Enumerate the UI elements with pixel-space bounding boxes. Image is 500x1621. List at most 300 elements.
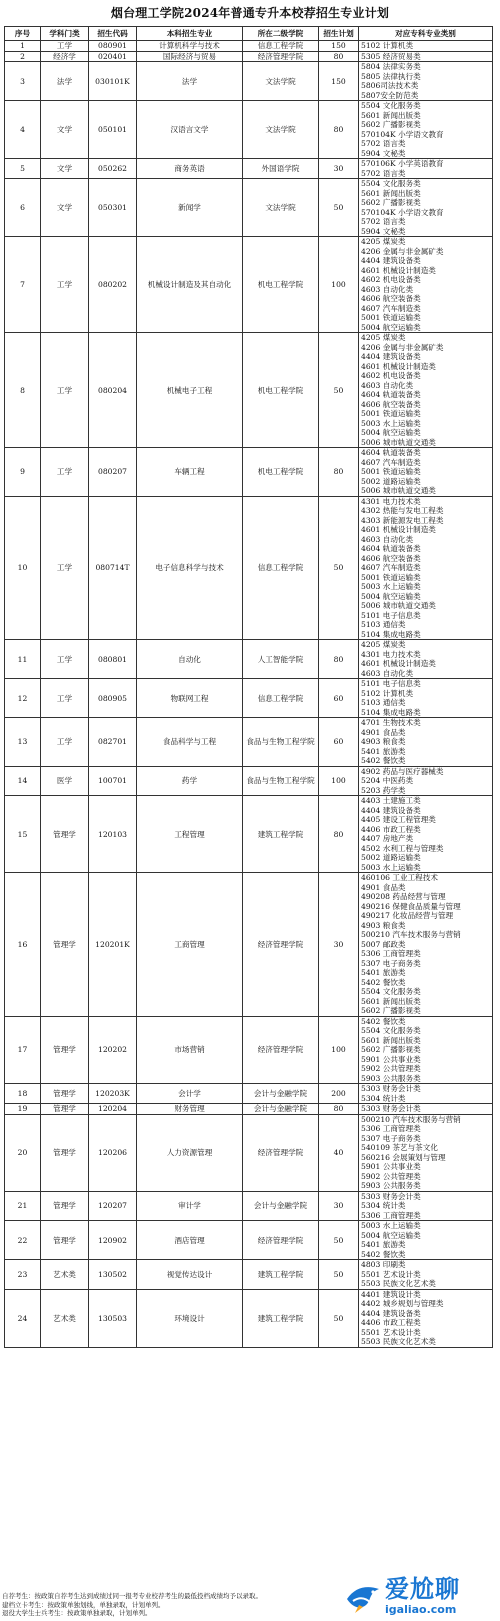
table-row: [5, 333, 493, 448]
category-item: 4604 轨道装备类: [361, 390, 421, 399]
college-cell: 机电工程学院: [243, 237, 319, 333]
discipline-cell: 工学: [41, 448, 89, 497]
category-item: 5305 经济贸易类: [361, 51, 421, 61]
category-item: 5001 铁道运输类: [361, 467, 421, 476]
category-item: 4902 药品与医疗器械类: [361, 766, 444, 776]
row-number: 8: [5, 333, 41, 448]
college-cell: 建筑工程学院: [243, 796, 319, 873]
category-item: 4607 汽车制造类: [361, 457, 421, 467]
category-item: 4603 自动化类: [361, 380, 414, 390]
category-item: 5306 工商管理类: [361, 1124, 421, 1133]
column-header: 对应专科专业类别: [359, 27, 493, 41]
college-cell: 会计与金融学院: [243, 1084, 319, 1104]
category-item: 5001 铁道运输类: [361, 572, 421, 582]
category-item: 5602 广播影视类: [361, 1045, 421, 1054]
category-item: 4606 航空装备类: [361, 294, 421, 303]
category-item: 4406 市政工程类: [361, 824, 421, 834]
table-row: [5, 237, 493, 333]
major-cell: 汉语言文学: [137, 101, 243, 159]
category-item: 5003 水上运输类: [361, 862, 421, 872]
category-item: 5004 航空运输类: [361, 428, 421, 437]
table-row: [5, 873, 493, 1017]
category-item: 540109 茶艺与茶文化: [361, 1143, 438, 1152]
major-cell: 车辆工程: [137, 448, 243, 497]
table-row: [5, 640, 493, 679]
category-item: 5203 药学类: [361, 785, 406, 795]
plan-cell: 200: [319, 1084, 359, 1104]
category-item: 5902 公共管理类: [361, 1064, 421, 1073]
category-cell: [359, 159, 493, 179]
category-item: 4701 生物技术类: [361, 718, 421, 727]
row-number: 1: [5, 41, 41, 52]
row-number: 23: [5, 1260, 41, 1290]
major-cell: 电子信息科学与技术: [137, 496, 243, 640]
category-item: 4403 土建施工类: [361, 796, 421, 805]
table-row: [5, 679, 493, 718]
category-cell: [359, 179, 493, 237]
category-item: 4404 建筑设备类: [361, 256, 421, 265]
plan-cell: 100: [319, 1016, 359, 1084]
plan-cell: 30: [319, 159, 359, 179]
category-cell: [359, 1289, 493, 1347]
category-item: 5004 航空运输类: [361, 322, 421, 332]
category-item: 4603 自动化类: [361, 534, 414, 544]
discipline-cell: 工学: [41, 679, 89, 718]
code-cell: 120902: [89, 1221, 137, 1260]
category-item: 500210 汽车技术服务与营销: [361, 1114, 461, 1124]
plan-cell: 50: [319, 333, 359, 448]
category-item: 5303 财务会计类: [361, 1104, 421, 1113]
major-cell: 计算机科学与技术: [137, 41, 243, 52]
category-item: 5503 民族文化艺术类: [361, 1279, 436, 1288]
category-item: 4901 食品类: [361, 882, 406, 892]
category-item: 5003 水上运输类: [361, 1221, 421, 1230]
category-item: 5002 道路运输类: [361, 853, 421, 862]
category-item: 4205 煤炭类: [361, 333, 406, 342]
category-item: 560216 会展策划与管理: [361, 1152, 446, 1162]
major-cell: 审计学: [137, 1191, 243, 1221]
code-cell: 030101K: [89, 62, 137, 101]
code-cell: 130502: [89, 1260, 137, 1290]
category-item: 5306 工商管理类: [361, 1210, 421, 1220]
category-item: 5903 公共服务类: [361, 1181, 421, 1190]
category-item: 570104K 小学语文教育: [361, 207, 444, 217]
category-item: 5503 民族文化艺术类: [361, 1337, 436, 1346]
row-number: 18: [5, 1084, 41, 1104]
discipline-cell: 文学: [41, 179, 89, 237]
category-item: 4601 机械设计制造类: [361, 659, 436, 668]
category-item: 490208 药品经营与管理: [361, 892, 446, 901]
category-item: 4401 建筑设计类: [361, 1289, 421, 1299]
row-number: 6: [5, 179, 41, 237]
category-cell: [359, 1191, 493, 1221]
category-item: 5601 新闻出版类: [361, 110, 421, 120]
category-item: 5702 语言类: [361, 168, 406, 178]
category-item: 490217 化妆品经营与管理: [361, 911, 454, 920]
college-cell: 食品与生物工程学院: [243, 766, 319, 796]
category-cell: [359, 448, 493, 497]
category-cell: [359, 718, 493, 767]
category-item: 5904 文秘类: [361, 226, 406, 236]
category-item: 4901 食品类: [361, 727, 406, 737]
plan-cell: 30: [319, 1191, 359, 1221]
discipline-cell: 管理学: [41, 1191, 89, 1221]
column-header: 本科招生专业: [137, 27, 243, 41]
category-item: 5601 新闻出版类: [361, 1035, 421, 1045]
category-cell: [359, 496, 493, 640]
discipline-cell: 工学: [41, 333, 89, 448]
major-cell: 物联网工程: [137, 679, 243, 718]
table-body: [5, 41, 493, 1348]
category-item: 5402 餐饮类: [361, 756, 406, 765]
college-cell: 人工智能学院: [243, 640, 319, 679]
major-cell: 机械设计制造及其自动化: [137, 237, 243, 333]
category-cell: [359, 679, 493, 718]
code-cell: 080801: [89, 640, 137, 679]
discipline-cell: 管理学: [41, 1221, 89, 1260]
category-item: 570104K 小学语文教育: [361, 129, 444, 139]
column-header: 所在二级学院: [243, 27, 319, 41]
category-item: 460106 工业工程技术: [361, 873, 438, 882]
category-item: 5602 广播影视类: [361, 1006, 421, 1015]
table-row: [5, 101, 493, 159]
note-line: 建档立卡考生：按政策单独划线，单独录取，计划单列。: [2, 1600, 165, 1609]
row-number: 22: [5, 1221, 41, 1260]
row-number: 24: [5, 1289, 41, 1347]
category-item: 5702 语言类: [361, 217, 406, 226]
category-item: 5001 铁道运输类: [361, 409, 421, 418]
site-watermark: [345, 1575, 497, 1619]
college-cell: 经济管理学院: [243, 1016, 319, 1084]
discipline-cell: 工学: [41, 41, 89, 52]
major-cell: 机械电子工程: [137, 333, 243, 448]
table-header-row: [5, 27, 493, 41]
category-item: 5102 计算机类: [361, 41, 414, 50]
note-line: 自荐考生：按政策自荐考生达到成绩过同一报考专业校荐考生的最低投档成绩均予以录取。: [2, 1592, 262, 1600]
note-line: 退役大学生士兵考生：按政策单独录取，计划单列。: [2, 1609, 152, 1617]
code-cell: 050101: [89, 101, 137, 159]
discipline-cell: 管理学: [41, 1114, 89, 1191]
category-item: 5901 公共事业类: [361, 1054, 421, 1064]
plan-cell: 60: [319, 718, 359, 767]
category-item: 5805 法律执行类: [361, 71, 421, 81]
college-cell: 经济管理学院: [243, 1221, 319, 1260]
code-cell: 050301: [89, 179, 137, 237]
code-cell: 120201K: [89, 873, 137, 1017]
plan-cell: 80: [319, 640, 359, 679]
row-number: 3: [5, 62, 41, 101]
category-item: 5806司法技术类: [361, 81, 419, 90]
table-row: [5, 496, 493, 640]
category-cell: [359, 237, 493, 333]
category-item: 5401 旅游类: [361, 968, 406, 977]
table-row: [5, 796, 493, 873]
major-cell: 自动化: [137, 640, 243, 679]
row-number: 13: [5, 718, 41, 767]
code-cell: 080207: [89, 448, 137, 497]
row-number: 17: [5, 1016, 41, 1084]
table-row: [5, 1191, 493, 1221]
category-cell: [359, 333, 493, 448]
category-item: 5003 水上运输类: [361, 582, 421, 591]
category-item: 4601 机械设计制造类: [361, 525, 436, 534]
category-item: 4404 建筑设备类: [361, 805, 421, 815]
row-number: 9: [5, 448, 41, 497]
category-item: 5504 文化服务类: [361, 1026, 421, 1035]
table-row: [5, 1016, 493, 1084]
code-cell: 050262: [89, 159, 137, 179]
column-header: 序号: [5, 27, 41, 41]
category-item: 5204 中医药类: [361, 776, 414, 785]
discipline-cell: 管理学: [41, 796, 89, 873]
category-item: 5402 餐饮类: [361, 977, 406, 987]
category-item: 4502 水利工程与管理类: [361, 843, 444, 853]
table-row: [5, 41, 493, 52]
category-cell: [359, 1260, 493, 1290]
category-item: 4604 轨道装备类: [361, 448, 421, 457]
college-cell: 经济管理学院: [243, 51, 319, 62]
category-item: 500210 汽车技术服务与营销: [361, 930, 461, 939]
college-cell: 食品与生物工程学院: [243, 718, 319, 767]
category-cell: [359, 1084, 493, 1104]
category-item: 5501 艺术设计类: [361, 1327, 421, 1337]
discipline-cell: 管理学: [41, 1104, 89, 1115]
category-item: 5401 旅游类: [361, 1240, 406, 1249]
category-item: 4205 煤炭类: [361, 640, 406, 649]
category-item: 5702 语言类: [361, 139, 406, 148]
category-item: 5004 航空运输类: [361, 591, 421, 601]
category-item: 5103 通信类: [361, 620, 406, 629]
category-item: 4604 轨道装备类: [361, 544, 421, 553]
plan-cell: 150: [319, 41, 359, 52]
college-cell: 信息工程学院: [243, 679, 319, 718]
category-item: 4607 汽车制造类: [361, 303, 421, 313]
column-header: 学科门类: [41, 27, 89, 41]
major-cell: 工程管理: [137, 796, 243, 873]
category-item: 5504 文化服务类: [361, 179, 421, 188]
category-cell: [359, 1104, 493, 1115]
table-row: [5, 448, 493, 497]
category-item: 5601 新闻出版类: [361, 188, 421, 198]
major-cell: 国际经济与贸易: [137, 51, 243, 62]
category-item: 5101 电子信息类: [361, 610, 421, 620]
category-item: 5901 公共事业类: [361, 1162, 421, 1171]
row-number: 21: [5, 1191, 41, 1221]
college-cell: 建筑工程学院: [243, 1289, 319, 1347]
category-item: 5306 工商管理类: [361, 949, 421, 958]
major-cell: 视觉传达设计: [137, 1260, 243, 1290]
column-header: 招生代码: [89, 27, 137, 41]
discipline-cell: 艺术类: [41, 1289, 89, 1347]
plan-cell: 80: [319, 51, 359, 62]
table-row: [5, 718, 493, 767]
discipline-cell: 工学: [41, 237, 89, 333]
major-cell: 人力资源管理: [137, 1114, 243, 1191]
code-cell: 120204: [89, 1104, 137, 1115]
row-number: 11: [5, 640, 41, 679]
category-item: 4603 自动化类: [361, 284, 414, 294]
table-row: [5, 1221, 493, 1260]
category-cell: [359, 101, 493, 159]
code-cell: 120202: [89, 1016, 137, 1084]
major-cell: 酒店管理: [137, 1221, 243, 1260]
major-cell: 新闻学: [137, 179, 243, 237]
category-item: 5602 广播影视类: [361, 198, 421, 207]
category-item: 4601 机械设计制造类: [361, 265, 436, 275]
plan-cell: 50: [319, 1289, 359, 1347]
category-item: 4903 粮食类: [361, 737, 406, 746]
college-cell: 机电工程学院: [243, 333, 319, 448]
category-item: 5804 法律实务类: [361, 62, 421, 71]
category-item: 4301 电力技术类: [361, 496, 421, 506]
category-item: 5904 文秘类: [361, 148, 406, 158]
category-cell: [359, 1016, 493, 1084]
major-cell: 工商管理: [137, 873, 243, 1017]
column-header: 招生计划: [319, 27, 359, 41]
category-item: 4607 汽车制造类: [361, 563, 421, 572]
row-number: 20: [5, 1114, 41, 1191]
category-item: 4301 电力技术类: [361, 649, 421, 659]
category-item: 5307 电子商务类: [361, 1133, 421, 1143]
table-row: [5, 1289, 493, 1347]
college-cell: 会计与金融学院: [243, 1104, 319, 1115]
category-item: 4402 城乡规划与管理类: [361, 1299, 444, 1308]
category-item: 4206 金属与非金属矿类: [361, 342, 444, 352]
major-cell: 食品科学与工程: [137, 718, 243, 767]
category-item: 4602 机电设备类: [361, 275, 421, 284]
category-item: 5304 统计类: [361, 1093, 406, 1103]
major-cell: 环境设计: [137, 1289, 243, 1347]
discipline-cell: 管理学: [41, 873, 89, 1017]
category-item: 4603 自动化类: [361, 668, 414, 678]
category-item: 5402 餐饮类: [361, 1016, 406, 1026]
page-title: 烟台理工学院2024年普通专升本校荐招生专业计划: [110, 6, 390, 20]
code-cell: 080901: [89, 41, 137, 52]
row-number: 2: [5, 51, 41, 62]
college-cell: 会计与金融学院: [243, 1191, 319, 1221]
row-number: 19: [5, 1104, 41, 1115]
table-row: [5, 62, 493, 101]
category-item: 5807安全防范类: [361, 90, 419, 100]
code-cell: 120207: [89, 1191, 137, 1221]
plan-cell: 30: [319, 873, 359, 1017]
college-cell: 文法学院: [243, 179, 319, 237]
category-item: 5304 统计类: [361, 1201, 406, 1210]
code-cell: 080905: [89, 679, 137, 718]
category-item: 4602 机电设备类: [361, 371, 421, 380]
code-cell: 020401: [89, 51, 137, 62]
table-row: [5, 766, 493, 796]
category-item: 4803 印刷类: [361, 1260, 406, 1269]
category-item: 5504 文化服务类: [361, 987, 421, 996]
discipline-cell: 文学: [41, 159, 89, 179]
category-item: 5303 财务会计类: [361, 1191, 421, 1201]
category-item: 5303 财务会计类: [361, 1084, 421, 1093]
table-row: [5, 1260, 493, 1290]
table-row: [5, 51, 493, 62]
category-item: 5402 餐饮类: [361, 1249, 406, 1259]
discipline-cell: 管理学: [41, 1084, 89, 1104]
code-cell: 082701: [89, 718, 137, 767]
category-item: 4601 机械设计制造类: [361, 361, 436, 371]
category-item: 5401 旅游类: [361, 746, 406, 756]
enrollment-plan-table: [4, 26, 493, 1348]
category-cell: [359, 51, 493, 62]
table-row: [5, 1104, 493, 1115]
discipline-cell: 工学: [41, 640, 89, 679]
college-cell: 机电工程学院: [243, 448, 319, 497]
category-item: 4406 市政工程类: [361, 1318, 421, 1327]
major-cell: 会计学: [137, 1084, 243, 1104]
category-item: 5003 水上运输类: [361, 418, 421, 428]
row-number: 14: [5, 766, 41, 796]
discipline-cell: 工学: [41, 718, 89, 767]
college-cell: 信息工程学院: [243, 496, 319, 640]
discipline-cell: 文学: [41, 101, 89, 159]
category-item: 5002 道路运输类: [361, 476, 421, 486]
category-item: 5006 城市轨道交通类: [361, 437, 436, 447]
plan-cell: 80: [319, 796, 359, 873]
code-cell: 080202: [89, 237, 137, 333]
table-row: [5, 159, 493, 179]
row-number: 10: [5, 496, 41, 640]
table-row: [5, 1084, 493, 1104]
category-item: 4302 热能与发电工程类: [361, 506, 444, 515]
category-cell: [359, 766, 493, 796]
category-item: 5902 公共管理类: [361, 1171, 421, 1181]
plan-cell: 50: [319, 1221, 359, 1260]
row-number: 15: [5, 796, 41, 873]
plan-cell: 60: [319, 679, 359, 718]
category-item: 5004 航空运输类: [361, 1230, 421, 1240]
major-cell: 法学: [137, 62, 243, 101]
category-item: 4606 航空装备类: [361, 399, 421, 409]
discipline-cell: 工学: [41, 496, 89, 640]
major-cell: 市场营销: [137, 1016, 243, 1084]
category-item: 4404 建筑设备类: [361, 352, 421, 361]
category-item: 4206 金属与非金属矿类: [361, 246, 444, 256]
category-item: 4303 新能源发电工程类: [361, 515, 444, 525]
plan-cell: 50: [319, 1260, 359, 1290]
college-cell: 经济管理学院: [243, 873, 319, 1017]
row-number: 5: [5, 159, 41, 179]
college-cell: 信息工程学院: [243, 41, 319, 52]
category-item: 5001 铁道运输类: [361, 313, 421, 322]
plan-cell: 150: [319, 62, 359, 101]
code-cell: 100701: [89, 766, 137, 796]
college-cell: 经济管理学院: [243, 1114, 319, 1191]
category-item: 490216 保健食品质量与管理: [361, 901, 461, 911]
discipline-cell: 管理学: [41, 1016, 89, 1084]
plan-cell: 50: [319, 179, 359, 237]
plan-cell: 100: [319, 237, 359, 333]
category-item: 4407 房地产类: [361, 834, 414, 843]
category-item: 5007 邮政类: [361, 939, 406, 949]
major-cell: 药学: [137, 766, 243, 796]
category-item: 5501 艺术设计类: [361, 1269, 421, 1279]
college-cell: 文法学院: [243, 62, 319, 101]
plan-cell: 80: [319, 101, 359, 159]
category-cell: [359, 62, 493, 101]
category-cell: [359, 640, 493, 679]
category-item: 5504 文化服务类: [361, 101, 421, 110]
discipline-cell: 艺术类: [41, 1260, 89, 1290]
plan-cell: 80: [319, 448, 359, 497]
college-cell: 建筑工程学院: [243, 1260, 319, 1290]
category-item: 4404 建筑设备类: [361, 1308, 421, 1318]
category-item: 5104 集成电路类: [361, 707, 421, 717]
category-item: 5903 公共服务类: [361, 1073, 421, 1083]
